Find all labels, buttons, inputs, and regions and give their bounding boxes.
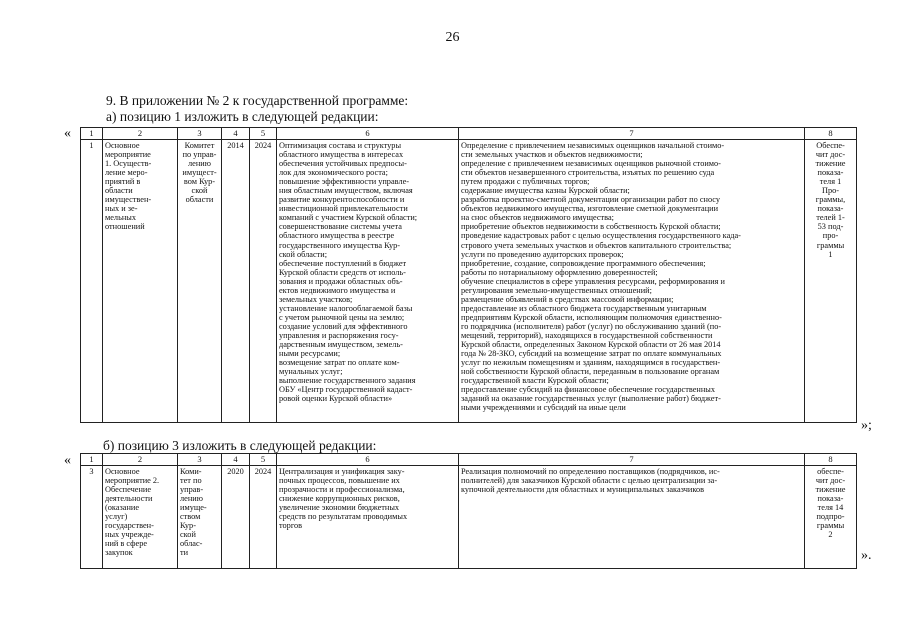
cell-line: 53 под-	[817, 222, 844, 232]
cell-line: мунальных услуг;	[279, 367, 343, 377]
cell-line: обеспечение поступлений в бюджет	[279, 258, 407, 268]
cell-line: теля 1	[819, 177, 842, 187]
section-heading: 9. В приложении № 2 к государственной программе:	[106, 93, 409, 108]
cell-line: компаний с участием Курской области;	[279, 213, 418, 223]
cell-line: стрового учета земельных участков и объектов капитального строительства;	[461, 240, 732, 250]
cell-line: обеспечения устойчивых предпосы-	[279, 159, 407, 169]
cell-line: дарственным имуществом, земель-	[279, 340, 403, 350]
cell-line: сти объектов незавершенного строительства, изъятых по решению суда	[461, 168, 715, 178]
col-header: 4	[222, 128, 250, 140]
col-header: 7	[459, 128, 805, 140]
cell-line: возмещение затрат по оплате ком-	[279, 358, 400, 368]
cell-line: управления и распоряжения госу-	[279, 330, 399, 340]
cell-line: тижение	[815, 159, 846, 169]
cell-line: Курской области, определенных Законом Курской области от 26 мая 2014	[461, 340, 721, 350]
open-quote-a: «	[64, 126, 71, 141]
cell-line: купочной деятельности для областных и муниципальных заказчиков	[461, 485, 705, 495]
cell-line: 1	[828, 249, 833, 259]
responsible-executor	[178, 140, 222, 423]
cell-line: чит дос-	[815, 476, 846, 486]
end-year: 2024	[250, 466, 277, 569]
cell-line: ектов недвижимого имущества и	[279, 285, 396, 295]
col-header: 3	[178, 128, 222, 140]
col-header: 2	[103, 128, 178, 140]
subsection-b-heading: б) позицию 3 изложить в следующей редакции:	[103, 438, 377, 453]
cell-line: государственного имущества Кур-	[279, 240, 401, 250]
cell-line: путем продажи с публичных торгов;	[461, 177, 590, 187]
cell-line: ством	[180, 512, 201, 522]
table-row	[81, 140, 857, 423]
cell-line: ных учрежде-	[105, 530, 154, 540]
start-year: 2014	[222, 140, 250, 423]
cell-line: ний в сфере	[105, 539, 148, 549]
cell-line: деятельности	[105, 494, 153, 504]
cell-line: торгов	[279, 521, 303, 531]
cell-line: года № 28-ЗКО, субсидий на возмещение затрат по оплате коммунальных	[461, 349, 722, 359]
col-header: 4	[222, 454, 250, 466]
cell-line: области	[105, 186, 133, 196]
cell-line: ными учреждениями и субсидий на иные цели	[461, 403, 626, 413]
cell-line: ской	[180, 530, 196, 540]
cell-line: управ-	[180, 485, 204, 495]
cell-line: приобретение, создание, сопровождение программного обеспечения;	[461, 258, 706, 268]
activity-name	[103, 140, 178, 423]
cell-line: ровой оценки Курской области»	[279, 394, 393, 404]
page-number: 26	[445, 30, 460, 45]
col-header: 6	[277, 128, 459, 140]
cell-line: имуществен-	[105, 195, 152, 205]
cell-line: заданий на оказание государственных услуг (выполнение работ) бюджет-	[461, 394, 721, 404]
cell-line: ОБУ «Центр государственной кадаст-	[279, 385, 413, 395]
table-header-row	[81, 454, 857, 466]
cell-line: граммы	[816, 521, 845, 531]
cell-line: земельных участков;	[279, 294, 353, 304]
cell-line: регулирования земельно-имущественных отношений;	[461, 285, 652, 295]
cell-line: ление меро-	[105, 168, 148, 178]
cell-line: имуще-	[180, 503, 207, 513]
cell-line: совершенствование системы учета	[279, 222, 402, 232]
subsection-a-heading: а) позицию 1 изложить в следующей редакции:	[106, 109, 379, 124]
cell-line: 2	[828, 530, 833, 540]
cell-line: инвестиционной привлекательности	[279, 204, 408, 214]
cell-line: Реализация полномочий по определению поставщиков (подрядчиков, ис-	[461, 467, 720, 476]
cell-line: про-	[822, 231, 839, 241]
cell-line: определение с привлечением независимых оценщиков рыночной стоимо-	[461, 159, 721, 169]
cell-line: увеличение экономии бюджетных	[279, 503, 400, 513]
cell-line: выполнение государственного задания	[279, 376, 416, 386]
cell-line: Основное	[105, 141, 140, 150]
cell-line: государственной власти Курской области;	[461, 376, 609, 386]
cell-line: теля 14	[817, 503, 844, 513]
cell-line: приобретение объектов недвижимости в собственность Курской области;	[461, 222, 721, 232]
cell-line: Основное	[105, 467, 140, 476]
cell-line: сти земельных участков и объектов недвижимости;	[461, 150, 643, 160]
cell-line: Централизация и унификация заку-	[279, 467, 405, 476]
cell-line: показа-	[817, 204, 844, 214]
row-number: 1	[81, 140, 103, 423]
cell-line: размещение объявлений в средствах массовой информации;	[461, 294, 674, 304]
cell-line: тет по	[180, 476, 202, 486]
cell-line: объектов недвижимого имущества, изготовление сметной документации	[461, 204, 719, 214]
indicator-link	[805, 466, 857, 569]
cell-line: предоставление субсидий на финансовое обеспечение государственных	[461, 385, 716, 395]
cell-line: го подрядчика (исполнителя) работ (услуг) по обслуживанию зданий (по-	[461, 321, 722, 331]
cell-line: почных процессов, повышение их	[279, 476, 400, 486]
cell-line: прозрачности и профессионализма,	[279, 485, 405, 495]
cell-line: средств по результатам проводимых	[279, 512, 408, 522]
col-header: 7	[459, 454, 805, 466]
cell-line: областного имущества в интересах	[279, 150, 404, 160]
cell-line: по управ-	[182, 150, 217, 160]
col-header: 2	[103, 454, 178, 466]
cell-line: Про-	[821, 186, 840, 196]
col-header: 8	[805, 128, 857, 140]
cell-line: лению	[188, 159, 211, 169]
table-header-row	[81, 128, 857, 140]
cell-line: ской	[191, 186, 208, 196]
cell-line: (оказание	[105, 503, 140, 513]
cell-line: мельных	[105, 213, 137, 223]
cell-line: снижение коррупционных рисков,	[279, 494, 400, 504]
cell-line: граммы	[816, 240, 845, 250]
cell-line: ной собственности Курской области, переданным в пользование органам	[461, 367, 720, 377]
table-position-3	[80, 453, 857, 569]
end-year: 2024	[250, 140, 277, 423]
cell-line: государствен-	[105, 521, 154, 531]
start-year: 2020	[222, 466, 250, 569]
cell-line: ния областным имуществом, включая	[279, 186, 413, 196]
cell-line: лению	[180, 494, 203, 504]
cell-line: на снос объектов недвижимого имущества;	[461, 213, 614, 223]
cell-line: мероприятие 2.	[105, 476, 160, 486]
cell-line: повышение эффективности управле-	[279, 177, 410, 187]
cell-line: лок для экономического роста;	[279, 168, 388, 178]
col-header: 1	[81, 128, 103, 140]
cell-line: Курской области средств от исполь-	[279, 267, 406, 277]
cell-line: чит дос-	[815, 150, 846, 160]
cell-line: показа-	[817, 168, 844, 178]
cell-line: вом Кур-	[183, 177, 216, 187]
cell-line: создание условий для эффективного	[279, 321, 408, 331]
cell-line: содержание имущества казны Курской области;	[461, 186, 630, 196]
col-header: 8	[805, 454, 857, 466]
cell-line: тижение	[815, 485, 846, 495]
activity-contents	[459, 140, 805, 423]
cell-line: ской области;	[279, 249, 327, 259]
cell-line: мероприятие	[105, 150, 151, 160]
cell-line: мещений, территорий), находящихся в государственной собственности	[461, 330, 713, 340]
cell-line: приятий в	[105, 177, 141, 187]
cell-line: полнителей) для заказчиков Курской области с целью централизации за-	[461, 476, 718, 486]
col-header: 6	[277, 454, 459, 466]
cell-line: граммы,	[815, 195, 846, 205]
col-header: 1	[81, 454, 103, 466]
responsible-executor	[178, 466, 222, 569]
cell-line: имущест-	[182, 168, 217, 178]
activity-contents	[459, 466, 805, 569]
cell-line: закупок	[105, 548, 133, 558]
cell-line: услуг по нежилым помещениям и зданиям, находящимся в государствен-	[461, 358, 721, 368]
cell-line: услуг)	[105, 512, 128, 522]
cell-line: ными ресурсами;	[279, 349, 341, 359]
cell-line: Обеспечение	[105, 485, 152, 495]
open-quote-b: «	[64, 453, 71, 468]
cell-line: Кур-	[180, 521, 196, 531]
cell-line: предприятиям Курской области, исполняющим полномочия единственно-	[461, 312, 722, 322]
cell-line: обеспе-	[817, 467, 844, 476]
table-row	[81, 466, 857, 569]
row-number: 3	[81, 466, 103, 569]
cell-line: областного имущества в реестре	[279, 231, 395, 241]
cell-line: подпро-	[816, 512, 845, 522]
cell-line: разработка проектно-сметной документации организации работ по сносу	[461, 195, 721, 205]
cell-line: обучение специалистов в сфере управления ресурсами, реформирования и	[461, 276, 725, 286]
col-header: 5	[250, 128, 277, 140]
cell-line: ти	[180, 548, 189, 558]
cell-line: телей 1-	[816, 213, 845, 223]
cell-line: облас-	[180, 539, 203, 549]
cell-line: с учетом рыночной цены на землю;	[279, 312, 405, 322]
cell-line: ных и зе-	[105, 204, 138, 214]
cell-line: Комитет	[184, 141, 215, 150]
cell-line: установление налогооблагаемой базы	[279, 303, 413, 313]
cell-line: Оптимизация состава и структуры	[279, 141, 402, 150]
indicator-link	[805, 140, 857, 423]
expected-result	[277, 140, 459, 423]
cell-line: зования и продажи областных объ-	[279, 276, 403, 286]
cell-line: проведение кадастровых работ с целью осуществления государственного када-	[461, 231, 741, 241]
expected-result	[277, 466, 459, 569]
cell-line: отношений	[105, 222, 145, 232]
cell-line: развитие конкурентоспособности и	[279, 195, 405, 205]
cell-line: 1. Осуществ-	[105, 159, 152, 169]
cell-line: области	[185, 195, 214, 205]
close-quote-b: ».	[861, 548, 872, 563]
table-position-1	[80, 127, 857, 423]
col-header: 3	[178, 454, 222, 466]
activity-name	[103, 466, 178, 569]
cell-line: работы по нотариальному оформлению доверенностей;	[461, 267, 658, 277]
cell-line: Обеспе-	[816, 141, 845, 150]
cell-line: Коми-	[180, 467, 202, 476]
col-header: 5	[250, 454, 277, 466]
cell-line: услуги по проведению аудиторских проверок;	[461, 249, 624, 259]
cell-line: предоставление из областного бюджета государственным унитарным	[461, 303, 707, 313]
cell-line: Определение с привлечением независимых оценщиков начальной стоимо-	[461, 141, 725, 150]
close-quote-a: »;	[861, 418, 872, 433]
cell-line: показа-	[817, 494, 844, 504]
